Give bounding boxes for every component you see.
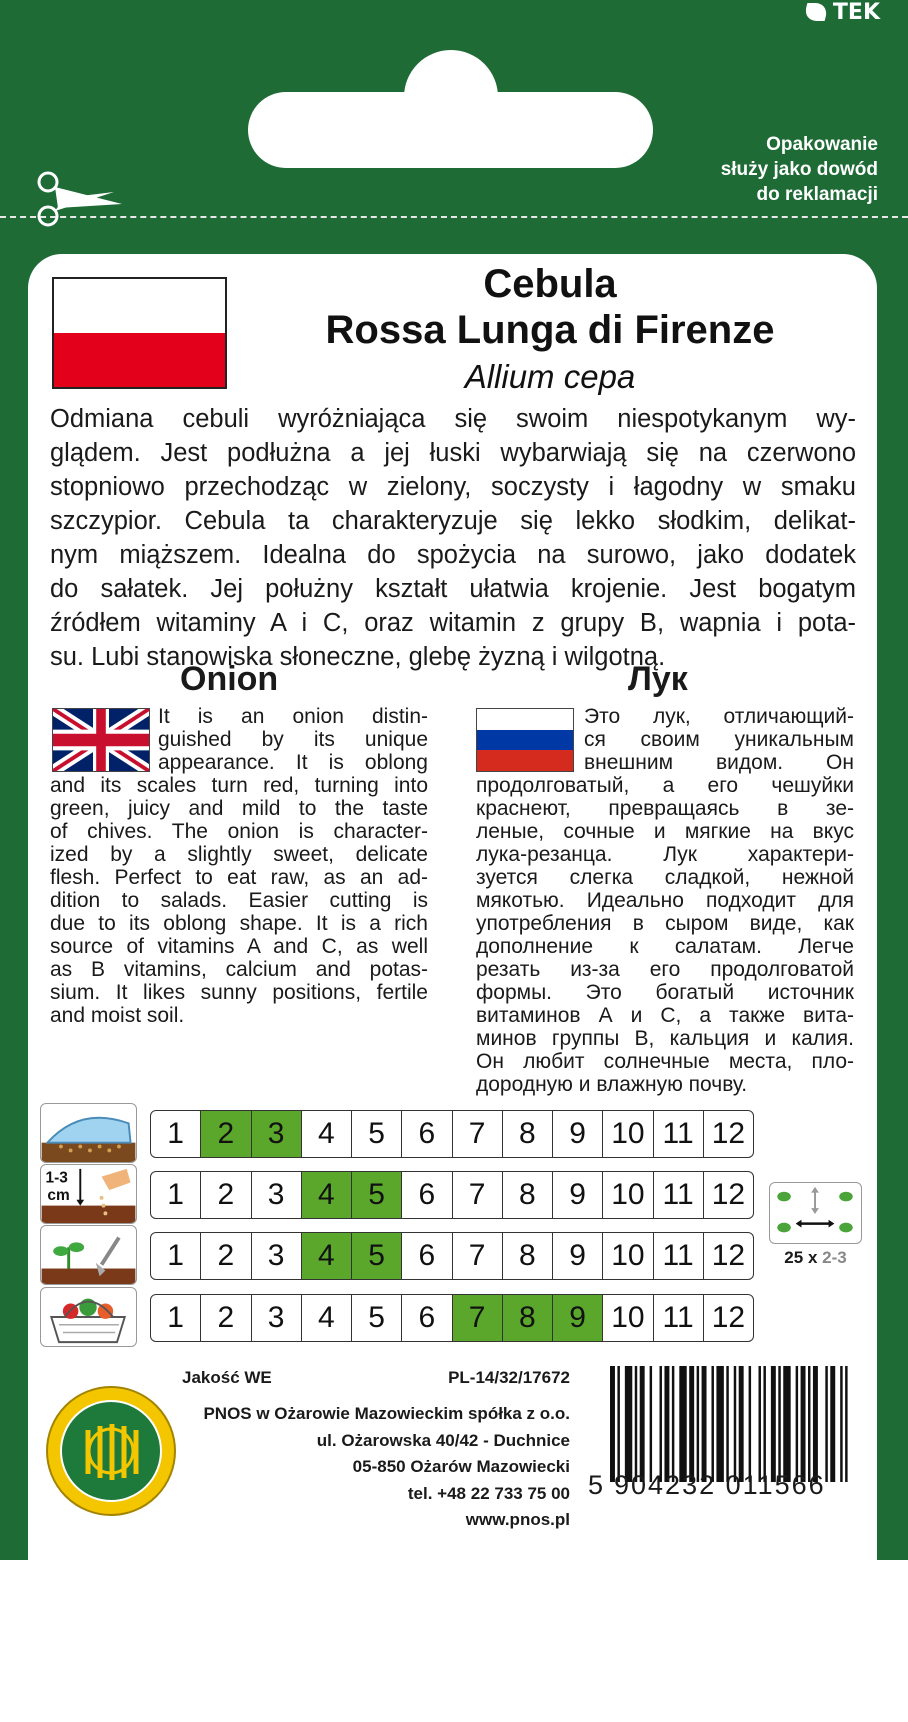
month-cell: 3 xyxy=(251,1233,301,1279)
phone-number: tel. +48 22 733 75 00 xyxy=(407,1483,570,1503)
barcode xyxy=(608,1366,854,1482)
product-variety: Rossa Lunga di Firenze xyxy=(325,308,775,352)
english-line: dition to salads. Easier cutting is xyxy=(50,889,428,912)
month-cell: 2 xyxy=(200,1233,250,1279)
month-cell: 4 xyxy=(301,1111,351,1157)
complaint-note-line: służy jako dowód xyxy=(720,159,878,180)
russian-line: зуется слегка сладкой, нежной xyxy=(476,866,854,889)
barcode-bar xyxy=(711,1366,713,1482)
barcode-bar xyxy=(845,1366,847,1482)
barcode-bar xyxy=(672,1366,674,1482)
month-cell: 12 xyxy=(703,1295,753,1341)
sowing-depth-icon xyxy=(40,1164,137,1224)
month-cell: 10 xyxy=(602,1172,652,1218)
month-cell: 7 xyxy=(452,1111,502,1157)
quality-label: Jakość WE xyxy=(182,1368,272,1387)
hang-hole-slot xyxy=(248,92,653,168)
russian-heading: Лук xyxy=(628,660,688,698)
english-line: guished by its unique xyxy=(158,728,428,751)
english-line: It is an onion distin- xyxy=(158,705,428,728)
calendar-row-sowing-under-cover xyxy=(150,1110,754,1158)
greenhouse-sowing-icon xyxy=(40,1103,137,1163)
barcode-bar xyxy=(840,1366,842,1482)
row-spacing: 25 xyxy=(784,1248,804,1267)
month-cell: 11 xyxy=(653,1172,703,1218)
barcode-bar xyxy=(801,1366,806,1482)
plant-spacing-icon xyxy=(769,1182,862,1244)
month-cell: 11 xyxy=(653,1233,703,1279)
barcode-bar xyxy=(771,1366,776,1482)
description-line: nym miąższem. Idealna do spożycia na surowo, jako dodatek xyxy=(50,541,856,569)
calendar-row-harvest xyxy=(150,1294,754,1342)
month-cell: 7 xyxy=(452,1233,502,1279)
description-line: źródłem witaminy A i C, oraz witamin z grupy B, wapnia i pota- xyxy=(50,609,856,637)
cut-line xyxy=(0,216,908,218)
brand-name: TEK xyxy=(832,0,880,25)
month-cell: 1 xyxy=(167,1178,184,1211)
month-cell: 6 xyxy=(401,1295,451,1341)
address-line: ul. Ożarowska 40/42 - Duchnice xyxy=(316,1430,570,1450)
russian-line: дополнение к салатам. Легче xyxy=(476,935,854,958)
barcode-bar xyxy=(763,1366,765,1482)
spacing-separator: x xyxy=(807,1248,818,1267)
month-cell: 12 xyxy=(703,1233,753,1279)
month-cell: 10 xyxy=(602,1233,652,1279)
month-cell: 7 xyxy=(452,1172,502,1218)
month-cell: 8 xyxy=(502,1295,552,1341)
barcode-bar xyxy=(650,1366,652,1482)
russian-line: употребления в сыром виде, как xyxy=(476,912,854,935)
barcode-bar xyxy=(759,1366,761,1482)
russian-line: дородную и влажную почву. xyxy=(476,1073,748,1096)
month-cell: 2 xyxy=(200,1295,250,1341)
month-cell: 8 xyxy=(502,1172,552,1218)
russian-line: резать из-за его продолговатой xyxy=(476,958,854,981)
leaf-icon xyxy=(802,3,829,21)
english-line: flesh. Perfect to eat raw, as an ad- xyxy=(50,866,428,889)
polish-description xyxy=(50,402,856,674)
barcode-bar xyxy=(689,1366,694,1482)
russian-line: ся своим уникальным xyxy=(584,728,854,751)
month-cell: 6 xyxy=(401,1233,451,1279)
barcode-bar xyxy=(635,1366,637,1482)
month-cell: 9 xyxy=(552,1295,602,1341)
description-line: glądem. Jest podłużna a jej łuski wybarwiają się na czerwono xyxy=(50,439,856,467)
svg-text:1-3: 1-3 xyxy=(45,1169,68,1187)
month-cell: 4 xyxy=(301,1295,351,1341)
barcode-bar xyxy=(726,1366,728,1482)
month-cell: 6 xyxy=(401,1172,451,1218)
barcode-bar xyxy=(749,1366,751,1482)
month-cell: 3 xyxy=(251,1295,301,1341)
calendar-row-planting xyxy=(150,1232,754,1280)
russian-line: минов группы В, кальция и калия. xyxy=(476,1027,854,1050)
russian-line: внешним видом. Он xyxy=(584,751,854,774)
russian-description xyxy=(476,705,854,1096)
month-cell: 1 xyxy=(167,1117,184,1150)
description-line: szczypior. Cebula ta charakteryzuje się lekko słodkim, delikat- xyxy=(50,507,856,535)
barcode-bar xyxy=(830,1366,835,1482)
description-line: Odmiana cebuli wyróżniająca się swoim niespotykanym wy- xyxy=(50,405,856,433)
barcode-bar xyxy=(716,1366,723,1482)
permit-number: PL-14/32/17672 xyxy=(448,1368,570,1387)
calendar-row-sowing xyxy=(150,1171,754,1219)
month-cell: 1 xyxy=(167,1301,184,1334)
russian-line: краснеют, превращаясь в зе- xyxy=(476,797,854,820)
english-heading: Onion xyxy=(180,660,279,698)
barcode-bar xyxy=(825,1366,827,1482)
month-cell: 9 xyxy=(552,1233,602,1279)
barcode-bar xyxy=(610,1366,615,1482)
company-address xyxy=(150,1401,570,1534)
barcode-bar xyxy=(697,1366,699,1482)
month-cell: 10 xyxy=(602,1295,652,1341)
harvest-basket-icon xyxy=(40,1287,137,1347)
english-line: appearance. It is oblong xyxy=(158,751,428,774)
english-description xyxy=(50,705,428,1027)
brand-logo xyxy=(805,0,880,25)
russian-line: формы. Это богатый источник xyxy=(476,981,854,1004)
description-line: stopniowo przechodząc w zielony, soczysty i łagodny w smaku xyxy=(50,473,856,501)
english-line: source of vitamins A and C, as well xyxy=(50,935,428,958)
address-line: 05-850 Ożarów Mazowiecki xyxy=(352,1457,570,1476)
russian-line: Это лук, отличающий- xyxy=(584,705,854,728)
russian-line: продолговатый, а его чешуйки xyxy=(476,774,854,797)
russian-line: лука-резанца. Лук характери- xyxy=(476,843,854,866)
english-line: ized by a slightly sweet, delicate xyxy=(50,843,428,866)
month-cell: 3 xyxy=(251,1172,301,1218)
english-line: and moist soil. xyxy=(50,1004,185,1027)
spacing-label xyxy=(769,1248,862,1268)
barcode-bar xyxy=(796,1366,798,1482)
plant-spacing: 2-3 xyxy=(822,1248,847,1267)
barcode-bar xyxy=(660,1366,662,1482)
website-link[interactable]: www.pnos.pl xyxy=(465,1510,570,1529)
description-line: do sałatek. Jej połużny kształt ułatwia krojenie. Jest bogatym xyxy=(50,575,856,603)
month-cell: 11 xyxy=(653,1295,703,1341)
address-line: PNOS w Ożarowie Mazowieckim spółka z o.o. xyxy=(203,1404,570,1423)
barcode-bar xyxy=(783,1366,790,1482)
month-cell: 10 xyxy=(602,1111,652,1157)
english-line: sium. It likes sunny positions, fertile xyxy=(50,981,428,1004)
month-cell: 5 xyxy=(351,1233,401,1279)
barcode-bar xyxy=(808,1366,810,1482)
svg-text:cm: cm xyxy=(47,1186,70,1204)
month-cell: 2 xyxy=(200,1172,250,1218)
month-cell: 4 xyxy=(301,1233,351,1279)
month-cell: 9 xyxy=(552,1172,602,1218)
barcode-bar xyxy=(702,1366,707,1482)
english-line: of chives. The onion is character- xyxy=(50,820,428,843)
russian-line: Он любит солнечные места, пло- xyxy=(476,1050,854,1073)
russian-line: витаминов А и С, а также вита- xyxy=(476,1004,854,1027)
product-latin-name: Allium cepa xyxy=(464,358,636,395)
barcode-bar xyxy=(778,1366,780,1482)
description-line: su. Lubi stanowiska słoneczne, glebę żyzną i wilgotną. xyxy=(50,643,666,671)
english-line: as B vitamins, calcium and potas- xyxy=(50,958,428,981)
barcode-bar xyxy=(739,1366,744,1482)
barcode-first-digit: 5 xyxy=(588,1470,606,1500)
english-line: due to its oblong shape. It is a rich xyxy=(50,912,428,935)
month-cell: 2 xyxy=(200,1111,250,1157)
barcode-bar xyxy=(734,1366,736,1482)
month-cell: 12 xyxy=(703,1172,753,1218)
complaint-note-line: Opakowanie xyxy=(766,134,878,155)
month-cell: 5 xyxy=(351,1295,401,1341)
complaint-note xyxy=(638,132,878,207)
month-cell: 8 xyxy=(502,1233,552,1279)
month-cell: 5 xyxy=(351,1111,401,1157)
scissors-icon xyxy=(34,168,129,230)
month-cell: 6 xyxy=(401,1111,451,1157)
month-cell: 4 xyxy=(301,1172,351,1218)
russian-line: мякотью. Идеально подходит для xyxy=(476,889,854,912)
planting-icon xyxy=(40,1225,137,1285)
month-cell: 3 xyxy=(251,1111,301,1157)
barcode-bar xyxy=(813,1366,818,1482)
month-cell: 8 xyxy=(502,1111,552,1157)
poland-flag-icon xyxy=(52,277,227,389)
month-cell: 7 xyxy=(452,1295,502,1341)
month-cell: 11 xyxy=(653,1111,703,1157)
month-cell: 5 xyxy=(351,1172,401,1218)
barcode-bar xyxy=(625,1366,632,1482)
month-cell: 1 xyxy=(167,1239,184,1272)
english-line: green, juicy and mild to the taste xyxy=(50,797,428,820)
month-cell: 12 xyxy=(703,1111,753,1157)
barcode-bar xyxy=(664,1366,669,1482)
barcode-bar xyxy=(679,1366,686,1482)
complaint-note-line: do reklamacji xyxy=(756,184,878,205)
month-cell: 9 xyxy=(552,1111,602,1157)
barcode-bar xyxy=(640,1366,645,1482)
product-name: Cebula xyxy=(483,262,617,306)
barcode-bar xyxy=(617,1366,619,1482)
russian-line: леные, сочные и мягкие на вкус xyxy=(476,820,854,843)
english-line: and its scales turn red, turning into xyxy=(50,774,428,797)
barcode-digits: 904232 011566 xyxy=(614,1470,826,1500)
